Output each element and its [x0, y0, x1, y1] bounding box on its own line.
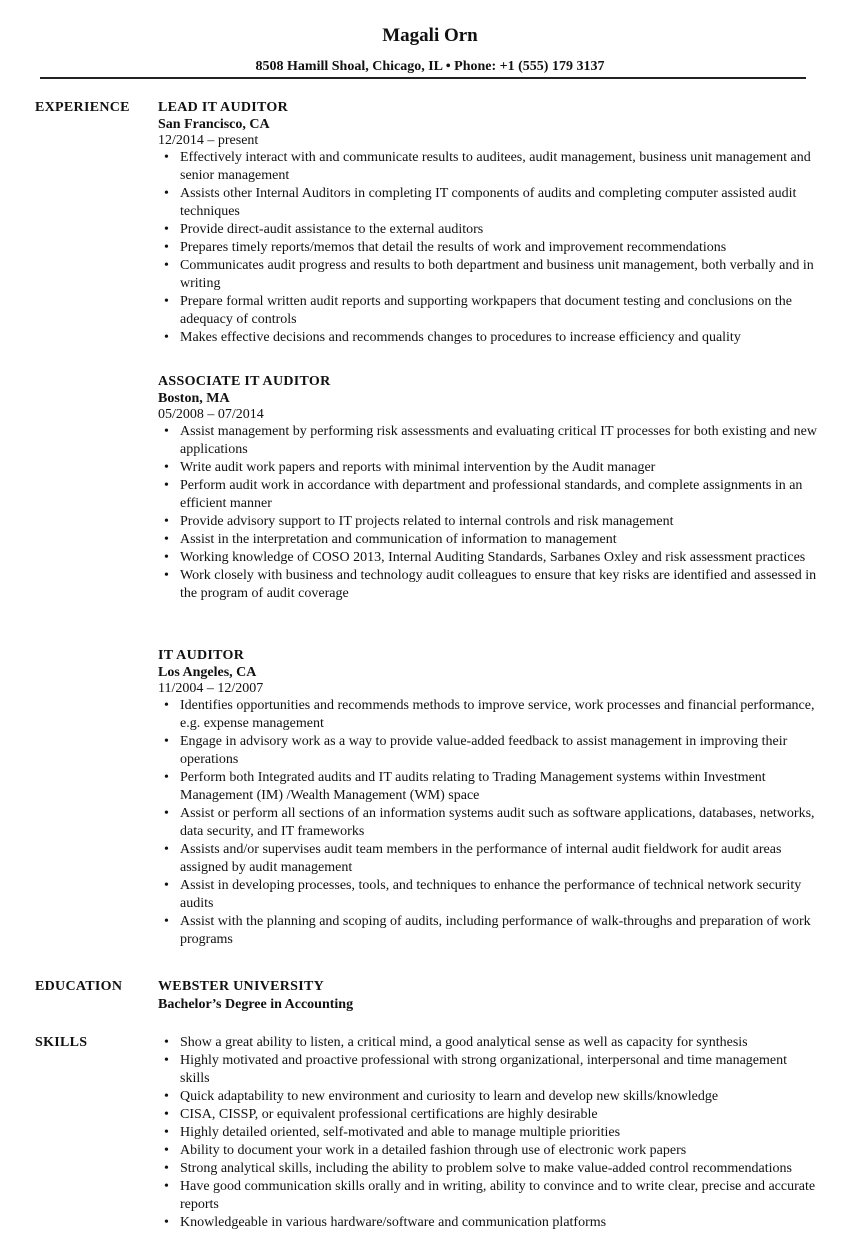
job-bullet: • Work closely with business and technology audit colleagues to ensure that key risks are identified and assessed in the program of audit coverage [158, 567, 818, 603]
job-bullet: • Assists and/or supervises audit team members in the performance of internal audit fieldwork for audit areas assigned by audit management [158, 841, 818, 877]
job-location: Boston, MA [158, 391, 230, 406]
job-bullet: • Provide advisory support to IT projects related to internal controls and risk management [158, 513, 818, 531]
job-bullet: • Prepare formal written audit reports and supporting workpapers that document testing and conclusions on the adequacy of controls [158, 293, 818, 329]
job-entry [158, 647, 818, 949]
school-name: WEBSTER UNIVERSITY [158, 979, 325, 994]
job-bullet: • Communicates audit progress and results to both department and business unit management, both verbally and in writing [158, 257, 818, 293]
job-title: LEAD IT AUDITOR [158, 100, 289, 115]
job-bullet: • Write audit work papers and reports with minimal intervention by the Audit manager [158, 459, 818, 477]
skill-item: • Show a great ability to listen, a critical mind, a good analytical sense as well as capacity for synthesis [158, 1034, 818, 1052]
skill-item: • Strong analytical skills, including the ability to problem solve to make value-added control recommendations [158, 1160, 818, 1178]
skill-item: • Ability to document your work in a detailed fashion through use of electronic work papers [158, 1142, 818, 1160]
job-bullet: • Prepares timely reports/memos that detail the results of work and improvement recommendations [158, 239, 818, 257]
job-location: San Francisco, CA [158, 117, 270, 132]
skills-list [158, 1034, 818, 1232]
job-bullet: • Perform audit work in accordance with department and professional standards, and complete assignments in an efficient manner [158, 477, 818, 513]
skill-item: • Quick adaptability to new environment and curiosity to learn and develop new skills/knowledge [158, 1088, 818, 1106]
job-bullet: • Assists other Internal Auditors in completing IT components of audits and completing computer assisted audit techniques [158, 185, 818, 221]
skill-item: • Highly motivated and proactive professional with strong organizational, interpersonal and time management skills [158, 1052, 818, 1088]
job-bullet: • Effectively interact with and communicate results to auditees, audit management, business unit management and senior management [158, 149, 818, 185]
job-bullets [158, 697, 818, 949]
candidate-name: Magali Orn [382, 25, 478, 46]
job-title: IT AUDITOR [158, 648, 245, 663]
job-dates: 05/2008 – 07/2014 [158, 407, 264, 422]
job-dates: 12/2014 – present [158, 133, 259, 148]
section-label-education: EDUCATION [35, 979, 123, 994]
job-bullet: • Identifies opportunities and recommends methods to improve service, work processes and financial performance, e.g. expense management [158, 697, 818, 733]
job-bullet: • Assist management by performing risk assessments and evaluating critical IT processes for both existing and new applications [158, 423, 818, 459]
job-bullets [158, 149, 818, 347]
job-dates: 11/2004 – 12/2007 [158, 681, 264, 696]
contact-line: 8508 Hamill Shoal, Chicago, IL • Phone: +1 (555) 179 3137 [255, 59, 605, 74]
skill-item: • Have good communication skills orally and in writing, ability to convince and to write clear, precise and accurate reports [158, 1178, 818, 1214]
job-bullet: • Assist with the planning and scoping of audits, including performance of walk-throughs and preparation of work programs [158, 913, 818, 949]
job-bullet: • Assist in developing processes, tools, and techniques to enhance the performance of technical network security audits [158, 877, 818, 913]
education-entry [158, 978, 818, 1014]
job-bullet: • Makes effective decisions and recommends changes to procedures to increase efficiency and quality [158, 329, 818, 347]
job-entry [158, 99, 818, 347]
skill-item: • Highly detailed oriented, self-motivated and able to manage multiple priorities [158, 1124, 818, 1142]
job-bullet: • Engage in advisory work as a way to provide value-added feedback to assist management in improving their operations [158, 733, 818, 769]
section-label-skills: SKILLS [35, 1035, 88, 1050]
job-bullet: • Perform both Integrated audits and IT audits relating to Trading Management systems within Investment Management (IM) /Wealth Management (WM) space [158, 769, 818, 805]
job-entry [158, 373, 818, 603]
header-divider [40, 77, 806, 79]
job-bullet: • Assist or perform all sections of an information systems audit such as software applications, databases, networks, data security, and IT frameworks [158, 805, 818, 841]
skill-item: • CISA, CISSP, or equivalent professional certifications are highly desirable [158, 1106, 818, 1124]
degree: Bachelor’s Degree in Accounting [158, 997, 354, 1012]
job-location: Los Angeles, CA [158, 665, 257, 680]
job-bullets [158, 423, 818, 603]
job-bullet: • Provide direct-audit assistance to the external auditors [158, 221, 818, 239]
skills-entry [158, 1034, 818, 1232]
job-bullet: • Working knowledge of COSO 2013, Internal Auditing Standards, Sarbanes Oxley and risk assessment practices [158, 549, 818, 567]
job-title: ASSOCIATE IT AUDITOR [158, 374, 331, 389]
skill-item: • Knowledgeable in various hardware/software and communication platforms [158, 1214, 818, 1232]
section-label-experience: EXPERIENCE [35, 100, 130, 115]
job-bullet: • Assist in the interpretation and communication of information to management [158, 531, 818, 549]
